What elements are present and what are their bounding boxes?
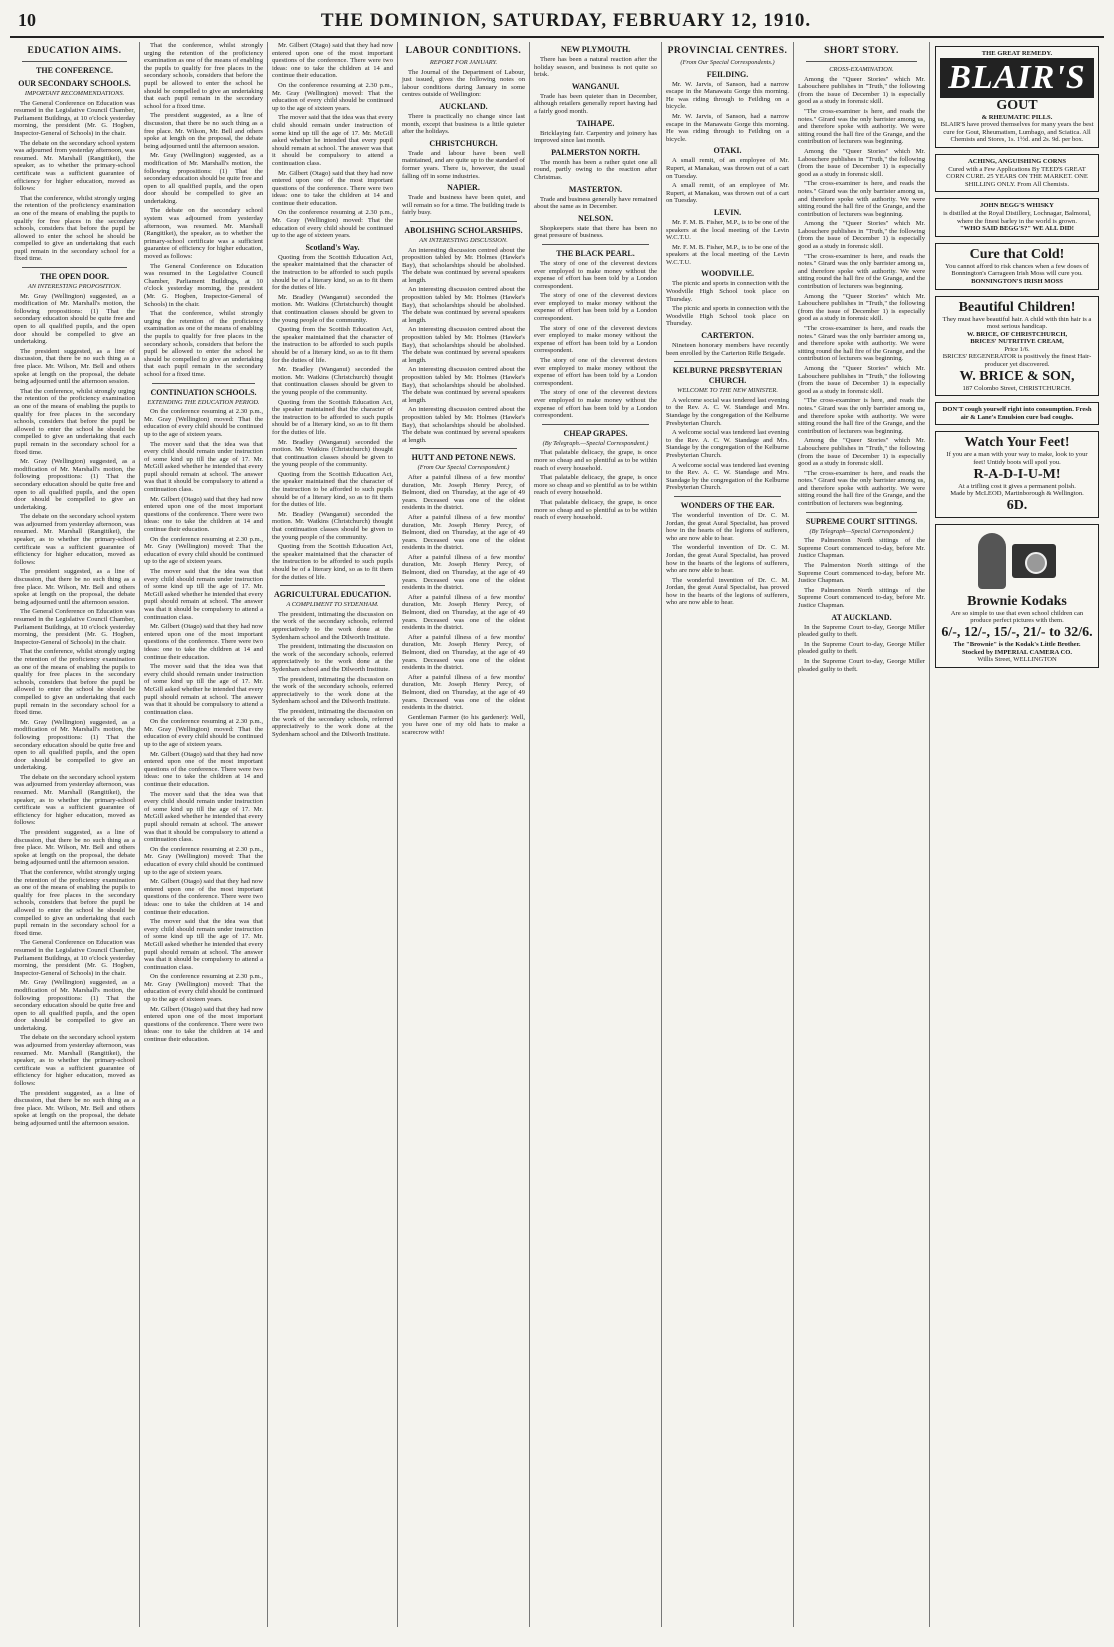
article-paragraph: The president suggested, as a line of discussion, that there be no such thing as a free place. Mr. Wilson, Mr. Bell and others spoke at length on the proposal, the debate being adjourned until the afternoon session. — [14, 568, 135, 606]
article-paragraph: The General Conference on Education was resumed in the Legislative Council Chamber, Parliament Buildings, at 10 o'clock yesterday morning, the president (Mr. G. Hogben, Inspector-General of Schools) in the chair. — [14, 99, 135, 137]
article-paragraph: In the Supreme Court to-day, George Miller pleaded guilty to theft. — [798, 640, 925, 656]
radium-maker: Made by McLEOD, Martinborough & Wellington. — [950, 490, 1084, 498]
begg-title: JOHN BEGG'S WHISKY — [980, 202, 1054, 210]
article-paragraph: Bricklaying fair. Carpentry and joinery has improved since last month. — [534, 129, 657, 145]
article-paragraph: On the conference resuming at 2.30 p.m., Mr. Gray (Wellington) moved: That the education of every child should be continued up to the age of sixteen years. — [144, 973, 263, 1004]
article-paragraph: Mr. Gilbert (Otago) said that they had now entered upon one of the most important questions of the conference. There were two ideas: one to take the children at 14 and continue their education. — [272, 169, 393, 207]
article-paragraph: The wonderful invention of Dr. C. M. Jordan, the great Aural Specialist, has proved how in the hearts of the legions of sufferers, who are now able to hear. — [666, 544, 789, 575]
article-paragraph: The president suggested, as a line of discussion, that there be no such thing as a free place. Mr. Wilson, Mr. Bell and others spoke at length on the proposal, the debate being adjourned until the afternoon session. — [144, 112, 263, 150]
article-paragraph: The picnic and sports in connection with the Woodville High School took place on Thursday. — [666, 280, 790, 303]
newspaper-page — [10, 10, 1104, 1627]
article-paragraph: There has been a natural reaction after the holiday season, and business is not quite so brisk. — [534, 56, 657, 79]
provincial-heading: PROVINCIAL CENTRES. — [667, 46, 788, 56]
article-paragraph: The president suggested, as a line of discussion, that there be no such thing as a free place. Mr. Wilson, Mr. Bell and others spoke at length on the proposal, the debate being adjourned until the afternoon session. — [14, 347, 135, 386]
article-paragraph: Mr. Bradley (Wanganui) seconded the motion. Mr. Watkins (Christchurch) thought that continuation classes should be given to the young people of the community. — [272, 366, 393, 396]
column-4 — [398, 42, 530, 1627]
article-paragraph: The president, intimating the discussion on the work of the secondary schools, referred appreciatively to the work done at the Sydenham school and the Dilworth Institute. — [272, 643, 393, 673]
divider — [542, 424, 649, 425]
cheap-grapes-sub: (By Telegraph.—Special Correspondent.) — [542, 439, 649, 447]
corns-advert — [935, 154, 1099, 192]
article-paragraph: Mr. Gilbert (Otago) said that they had now entered upon one of the most important questions of the conference. There were two ideas: one to take the children at 14 and continue their education. — [144, 623, 263, 661]
article-paragraph: Mr. Gilbert (Otago) said that they had now entered upon one of the most important questions of the conference. There were two ideas: one to take the children at 14 and continue their education. — [272, 42, 393, 80]
article-paragraph: Mr. F. M. B. Fisher, M.P., is to be one of the speakers at the local meeting of the Levin W.C.T.U. — [666, 218, 789, 242]
continuation-sub: EXTENDING THE EDUCATION PERIOD. — [147, 398, 260, 406]
article-paragraph: After a painful illness of a few months' duration, Mr. Joseph Henry Percy, of Belmont, died on Thursday, at the age of 49 years. Deceased was one of the oldest residents in the district. — [402, 473, 525, 512]
agricultural-heading: AGRICULTURAL EDUCATION. — [274, 590, 391, 600]
levin-heading: LEVIN. — [713, 207, 742, 217]
cold-text: You cannot afford to risk chances when a few doses of Bonnington's Carrageen Irish Moss will cure you. — [945, 262, 1089, 278]
blairs-top: THE GREAT REMEDY. — [981, 50, 1053, 57]
article-paragraph: The wonderful invention of Dr. C. M. Jordan, the great Aural Specialist, has proved how in the hearts of the legions of sufferers, who are now able to hear. — [666, 511, 789, 542]
carterton-heading: CARTERTON. — [701, 331, 754, 341]
column-7 — [794, 42, 930, 1627]
kodak-illustration — [940, 530, 1094, 592]
article-paragraph: The debate on the secondary school system was adjourned from yesterday afternoon, was resumed. Mr. Marshall (Rangitikei), the speaker, as to whether the primary-school certificate was a sufficient guarantee of efficiency for higher education, moved as follows: — [14, 513, 135, 566]
article-paragraph: An interesting discussion centred about the proposition tabled by Mr. Holmes (Hawke's Bay), that scholarships should be abolished. The debate was continued by several speakers at length. — [402, 366, 525, 404]
article-paragraph: A welcome social was tendered last evening to the Rev. A. C. W. Standage and Mrs. Standage by the congregation of the Kelburne Presbyterian Church. — [666, 429, 789, 459]
article-paragraph: Mr. F. M. B. Fisher, M.P., is to be one of the speakers at the local meeting of the Levin W.C.T.U. — [666, 243, 789, 266]
column-3 — [268, 42, 398, 1627]
open-door-sub: AN INTERESTING PROPOSITION. — [27, 283, 122, 291]
cough-advert — [935, 402, 1099, 425]
education-sub3: IMPORTANT RECOMMENDATIONS. — [24, 90, 125, 97]
article-paragraph: That palatable delicacy, the grape, is once more so cheap and so plentiful as to be within reach of every household. — [534, 449, 657, 472]
article-paragraph: That the conference, whilst strongly urging the retention of the proficiency examination as one of the means of enabling the pupils to qualify for free places in the secondary schools, considers that before the pupil be allowed to enter the school he should be compelled to give an undertaking that each pupil remain in the secondary school for a fixed time. — [144, 310, 263, 378]
article-paragraph: The story of one of the cleverest devices ever employed to make money without the expense of effort has been told by a London correspondent. — [534, 324, 657, 355]
article-paragraph: In the Supreme Court to-day, George Miller pleaded guilty to theft. — [798, 657, 925, 673]
article-paragraph: Mr. Bradley (Wanganui) seconded the motion. Mr. Watkins (Christchurch) thought that continuation classes should be given to the young people of the community. — [272, 510, 393, 541]
article-paragraph: Trade and business generally have remained about the same as in December. — [534, 195, 657, 211]
taihape-heading: TAIHAPE. — [576, 118, 615, 128]
divider — [22, 267, 127, 268]
kodak-address: Willis Street, WELLINGTON — [977, 656, 1057, 664]
article-paragraph: The General Conference on Education was resumed in the Legislative Council Chamber, Parliament Buildings, at 10 o'clock yesterday morning, the president (Mr. G. Hogben, Inspector-General of Schools) in the chair. — [14, 939, 135, 977]
article-paragraph: That the conference, whilst strongly urging the retention of the proficiency examination as one of the means of enabling the pupils to qualify for free places in the secondary schools, considers that before the pupil be allowed to enter the school he should be compelled to give an undertaking that each pupil remain in the secondary school for a fixed time. — [14, 648, 135, 717]
begg-advert — [935, 198, 1099, 236]
article-paragraph: That the conference, whilst strongly urging the retention of the proficiency examination as one of the means of enabling the pupils to qualify for free places in the secondary schools, considers that before the pupil be allowed to enter the school he should be compelled to give an undertaking that each pupil remain in the secondary school for a fixed time. — [144, 42, 263, 110]
article-paragraph: "The cross-examiner is here, and reads the notes." Girard was the only barrister among us, and therefore spoke with authority. We were sitting round the hall fire of the Grange, and the contribution of lecturers was beginning. — [798, 325, 925, 363]
divider — [674, 361, 781, 362]
article-paragraph: A welcome social was tendered last evening to the Rev. A. C. W. Standage and Mrs. Standage by the congregation of the Kelburne Presbyterian Church. — [666, 396, 789, 427]
article-paragraph: Mr. Gray (Wellington) suggested, as a modification of Mr. Marshall's motion, the following propositions: (1) That the secondary education should be quite free and open to all qualified pupils, and the open door should be compelled to give an undertaking. — [14, 979, 135, 1032]
article-paragraph: The president, intimating the discussion on the work of the secondary schools, referred appreciatively to the work done at the Sydenham school and the Dilworth Institute. — [272, 707, 393, 738]
article-paragraph: Among the "Queer Stories" which Mr. Labouchere publishes in "Truth," the following (from the issue of December 1) is especially good as a study in forensic skill. — [798, 75, 925, 106]
feet-text: If you are a man with your way to make, look to your feet! Untidy boots will spoil you. — [946, 451, 1088, 467]
divider — [806, 61, 917, 62]
blairs-gout: GOUT — [996, 97, 1038, 113]
hutt-heading: HUTT AND PETONE NEWS. — [411, 453, 516, 463]
masthead — [10, 10, 1104, 38]
article-paragraph: That the conference, whilst strongly urging the retention of the proficiency examination as one of the means of enabling the pupils to qualify for free places in the secondary schools, considers that before the pupil be allowed to enter the school he should be compelled to give an undertaking that each pupil remain in the secondary school for a fixed time. — [14, 194, 135, 263]
column-6 — [662, 42, 794, 1627]
scholarships-heading: ABOLISHING SCHOLARSHIPS. — [404, 225, 523, 235]
blairs-name: BLAIR'S — [940, 58, 1094, 98]
article-paragraph: Nineteen honorary members have recently been enrolled by the Carterton Rifle Brigade. — [666, 342, 789, 357]
article-paragraph: The story of one of the cleverest devices ever employed to make money without the expense of effort has been told by a London correspondent. — [534, 259, 657, 290]
article-paragraph: An interesting discussion centred about the proposition tabled by Mr. Holmes (Hawke's Bay), that scholarships should be abolished. The debate was continued by several speakers at length. — [402, 406, 525, 444]
article-paragraph: "The cross-examiner is here, and reads the notes." Girard was the only barrister among us, and therefore spoke with authority. We were sitting round the hall fire of the Grange, and the contribution of lecturers was beginning. — [798, 180, 925, 218]
open-door-heading: THE OPEN DOOR. — [39, 272, 110, 282]
article-paragraph: After a painful illness of a few months' duration, Mr. Joseph Henry Percy, of Belmont, died on Thursday, at the age of 49 years. Deceased was one of the oldest residents in the district. — [402, 553, 525, 592]
article-paragraph: After a painful illness of a few months' duration, Mr. Joseph Henry Percy, of Belmont, died on Thursday, at the age of 49 years. Deceased was one of the oldest residents in the district. — [402, 513, 525, 552]
agricultural-sub: A COMPLIMENT TO SYDENHAM. — [286, 601, 379, 609]
article-paragraph: Gentleman Farmer (to his gardener): Well, you have one of my old hats to make a scarecrow with! — [402, 713, 525, 736]
cold-brand: BONNINGTON'S IRISH MOSS — [971, 277, 1063, 285]
article-paragraph: The president, intimating the discussion on the work of the secondary schools, referred appreciatively to the work done at the Sydenham school and the Dilworth Institute. — [272, 675, 393, 706]
new-plymouth-heading: NEW PLYMOUTH. — [560, 45, 631, 54]
article-paragraph: The Palmerston North sittings of the Supreme Court commenced to-day, before Mr. Justice Chapman. — [798, 586, 925, 609]
otaki-heading: OTAKI. — [713, 146, 742, 156]
article-paragraph: The Journal of the Department of Labour, just issued, gives the following notes on labour conditions during January in some centres outside of Wellington: — [402, 68, 525, 99]
auckland-heading: AUCKLAND. — [439, 101, 488, 111]
article-paragraph: There is practically no change since last month, except that business is a little quieter after the holidays. — [402, 112, 525, 136]
children-text: They must have beautiful hair. A child with thin hair is a most serious handicap. — [942, 315, 1092, 331]
wonders-heading: WONDERS OF THE EAR. — [680, 500, 775, 510]
article-paragraph: Quoting from the Scottish Education Act, the speaker maintained that the character of the instruction to be afforded to such pupils should be of a literary kind, so as to fit them for the duties of life. — [272, 398, 393, 436]
article-paragraph: The president suggested, as a line of discussion, that there be no such thing as a free place. Mr. Wilson, Mr. Bell and others spoke at length on the proposal, the debate being adjourned until the afternoon session. — [14, 1089, 135, 1127]
article-paragraph: The month has been a rather quiet one all round, partly owing to the reaction after Christmas. — [534, 158, 657, 181]
begg-slogan: "WHO SAID BEGG'S?" WE ALL DID! — [959, 225, 1074, 233]
article-paragraph: The story of one of the cleverest devices ever employed to make money without the expense of effort has been told by a London correspondent. — [534, 389, 657, 420]
kodak-advert — [935, 524, 1099, 668]
article-paragraph: "The cross-examiner is here, and reads the notes." Girard was the only barrister among us, and therefore spoke with authority. We were sitting round the hall fire of the Grange, and the contribution of lecturers was beginning. — [798, 107, 925, 146]
article-paragraph: The picnic and sports in connection with the Woodville High School took place on Thursday. — [666, 305, 790, 328]
corns-title: ACHING, ANGUISHING CORNS — [967, 157, 1066, 165]
article-paragraph: Mr. W. Jarvis, of Sanson, had a narrow escape in the Manawatu Gorge this morning. He was riding through to Feilding on a bicycle. — [666, 80, 789, 111]
divider — [806, 512, 917, 513]
article-paragraph: That palatable delicacy, the grape, is once more so cheap and so plentiful as to be within reach of every household. — [534, 498, 657, 522]
article-paragraph: Mr. W. Jarvis, of Sanson, had a narrow escape in the Manawatu Gorge this morning. He was riding through to Feilding on a bicycle. — [666, 112, 789, 143]
radium-text: At a trifling cost it gives a permanent polish. — [958, 482, 1076, 490]
kodak-slogan: The "Brownie" is the Kodak's Little Brother. — [953, 641, 1081, 648]
napier-heading: NAPIER. — [447, 183, 480, 193]
article-paragraph: "The cross-examiner is here, and reads the notes." Girard was the only barrister among us, and therefore spoke with authority. We were sitting round the hall fire of the Grange, and the contribution of lecturers was beginning. — [798, 469, 925, 508]
article-paragraph: Mr. Gray (Wellington) suggested, as a modification of Mr. Marshall's motion, the following propositions: (1) That the secondary education should be quite free and open to all qualified pupils, and the open door should be compelled to give an undertaking. — [144, 152, 264, 205]
paper-title: THE DOMINION, SATURDAY, FEBRUARY 12, 1910. — [320, 10, 812, 31]
article-paragraph: The Palmerston North sittings of the Supreme Court commenced to-day, before Mr. Justice Chapman. — [798, 537, 925, 560]
article-paragraph: The president, intimating the discussion on the work of the secondary schools, referred appreciatively to the work done at the Sydenham school and the Dilworth Institute. — [272, 610, 393, 641]
article-paragraph: An interesting discussion centred about the proposition tabled by Mr. Holmes (Hawke's Bay), that scholarships should be abolished. The debate was continued by several speakers at length. — [402, 246, 525, 284]
divider — [542, 244, 649, 245]
column-1 — [10, 42, 140, 1627]
article-paragraph: Quoting from the Scottish Education Act, the speaker maintained that the character of the instruction to be afforded to such pupils should be of a literary kind, so as to fit them for the duties of life. — [272, 543, 393, 581]
supreme-heading: SUPREME COURT SITTINGS. — [805, 516, 918, 526]
article-paragraph: The debate on the secondary school system was adjourned from yesterday afternoon, was resumed. Mr. Marshall (Rangitikei), the speaker, as to whether the primary-school certificate was a sufficient guarantee of efficiency for higher education, moved as follows: — [14, 1034, 135, 1088]
feet-advert — [935, 431, 1099, 517]
article-paragraph: That the conference, whilst strongly urging the retention of the proficiency examination as one of the means of enabling the pupils to qualify for free places in the secondary schools, considers that before the pupil be allowed to enter the school he should be compelled to give an undertaking that each pupil remain in the secondary school for a fixed time. — [14, 869, 135, 937]
divider — [22, 61, 127, 62]
kodak-prices: 6/-, 12/-, 15/-, 21/- to 32/6. — [941, 625, 1093, 640]
article-paragraph: The mover said that the idea was that every child should remain under instruction of some kind up till the age of 17. Mr. McGill asked whether he intended that every pupil should remain at school. The answer was that it should be compulsory to attend a continuation class. — [144, 663, 263, 716]
article-paragraph: The Palmerston North sittings of the Supreme Court commenced to-day, before Mr. Justice Chapman. — [798, 562, 925, 585]
article-paragraph: Trade and labour have been well maintained, and are quite up to the standard of former years. There is, however, the usual falling off in some industries. — [402, 149, 525, 180]
article-paragraph: On the conference resuming at 2.30 p.m., Mr. Gray (Wellington) moved: That the education of every child should be continued up to the age of sixteen years. — [144, 408, 263, 438]
blairs-advert — [935, 46, 1099, 148]
kelburne-sub: WELCOME TO THE NEW MINISTER. — [677, 387, 778, 395]
nelson-heading: NELSON. — [578, 213, 613, 223]
divider — [152, 383, 255, 384]
article-paragraph: After a painful illness of a few months' duration, Mr. Joseph Henry Percy, of Belmont, died on Thursday, at the age of 49 years. Deceased was one of the oldest residents in the district. — [402, 673, 525, 712]
education-sub2: OUR SECONDARY SCHOOLS. — [18, 79, 131, 88]
scholarships-sub: AN INTERESTING DISCUSSION. — [419, 236, 508, 244]
cough-title: DON'T cough yourself right into consumption. Fresh air & Lane's Emulsion cure bad coughs. — [942, 406, 1092, 421]
article-paragraph: "The cross-examiner is here, and reads the notes." Girard was the only barrister among us, and therefore spoke with authority. We were sitting round the hall fire of the Grange, and the contribution of lecturers was beginning. — [798, 252, 925, 291]
brice-address: 187 Colombo Street, CHRISTCHURCH. — [962, 384, 1072, 392]
divider — [410, 221, 517, 222]
article-paragraph: Mr. Gilbert (Otago) said that they had now entered upon one of the most important questions of the conference. There were two ideas: one to take the children at 14 and continue their education. — [144, 878, 263, 916]
corns-text: Cured with a Few Applications By TEED'S GREAT CORN CURE. 25 YEARS ON THE MARKET. ONE SHILLING ONLY. From All Chemists. — [946, 165, 1088, 188]
divider — [674, 496, 781, 497]
article-paragraph: Quoting from the Scottish Education Act, the speaker maintained that the character of the instruction to be afforded to such pupils should be of a literary kind, so as to fit them for the duties of life. — [272, 470, 393, 509]
education-sub1: THE CONFERENCE. — [36, 66, 113, 75]
article-paragraph: The debate on the secondary school system was adjourned from yesterday afternoon, was resumed. Mr. Marshall (Rangitikei), the speaker, as to whether the primary-school certificate was a sufficient guarantee of efficiency for higher education, moved as follows: — [14, 773, 135, 827]
kodak-text: Are so simple to use that even school children can produce perfect pictures with them. — [950, 609, 1084, 625]
blairs-pills: & RHEUMATIC PILLS. — [981, 113, 1053, 121]
article-paragraph: The mover said that the idea was that every child should remain under instruction of some kind up till the age of 17. Mr. McGill asked whether he intended that every pupil should remain at school. The answer was that it should be compulsory to attend a continuation class. — [144, 568, 263, 621]
brice-firm: W. BRICE & SON, — [959, 368, 1075, 384]
radium-price: 6D. — [1006, 497, 1028, 513]
woodville-heading: WOODVILLE. — [700, 269, 755, 279]
article-paragraph: The debate on the secondary school system was adjourned from yesterday afternoon, was resumed. Mr. Marshall (Rangitikei), the speaker, as to whether the primary-school certificate was a sufficient guarantee of efficiency for higher education, moved as follows: — [14, 139, 135, 193]
article-paragraph: Mr. Gilbert (Otago) said that they had now entered upon one of the most important questions of the conference. There were two ideas: one to take the children at 14 and continue their education. — [144, 1005, 263, 1044]
article-paragraph: On the conference resuming at 2.30 p.m., Mr. Gray (Wellington) moved: That the education of every child should be continued up to the age of sixteen years. — [272, 81, 393, 112]
cold-advert — [935, 243, 1099, 290]
article-paragraph: Quoting from the Scottish Education Act, the speaker maintained that the character of the instruction to be afforded to such pupils should be of a literary kind, so as to fit them for the duties of life. — [272, 253, 393, 292]
article-paragraph: A small remit, of an employee of Mr. Rupert, at Manakau, was thrown out of a cart on Tuesday. — [666, 157, 789, 180]
article-paragraph: A welcome social was tendered last evening to the Rev. A. C. W. Standage and Mrs. Standage by the congregation of the Kelburne Presbyterian Church. — [666, 461, 789, 492]
blairs-text: BLAIR'S have proved themselves for many years the best cure for Gout, Rheumatism, Lumbago, and Sciatica. All Chemists and Stores, 1s. 1½d. and 2s. 9d. per box. — [940, 121, 1094, 144]
children-title: Beautiful Children! — [958, 299, 1076, 315]
camera-icon — [1012, 544, 1056, 578]
column-2 — [140, 42, 268, 1627]
article-paragraph: Quoting from the Scottish Education Act, the speaker maintained that the character of the instruction to be afforded to such pupils should be of a literary kind, so as to fit them for the duties of life. — [272, 326, 393, 364]
article-paragraph: The wonderful invention of Dr. C. M. Jordan, the great Aural Specialist, has proved how in the hearts of the legions of sufferers, who are now able to hear. — [666, 576, 789, 607]
kelburne-heading: KELBURNE PRESBYTERIAN CHURCH. — [672, 366, 783, 386]
article-paragraph: Shopkeepers state that there has been no great pressure of business. — [534, 224, 657, 240]
child-figure-icon — [978, 533, 1006, 589]
article-paragraph: Mr. Gilbert (Otago) said that they had now entered upon one of the most important questions of the conference. There were two ideas: one to take the children at 14 and continue their education. — [144, 495, 263, 534]
supreme-auckland-heading: AT AUCKLAND. — [831, 612, 892, 622]
columns — [10, 42, 1104, 1627]
article-paragraph: An interesting discussion centred about the proposition tabled by Mr. Holmes (Hawke's Bay), that scholarships should be abolished. The debate was continued by several speakers at length. — [402, 286, 525, 324]
labour-sub: REPORT FOR JANUARY. — [429, 59, 498, 66]
article-paragraph: In the Supreme Court to-day, George Miller pleaded guilty to theft. — [798, 623, 925, 639]
article-paragraph: Among the "Queer Stories" which Mr. Labouchere publishes in "Truth," the following (from the issue of December 1) is especially good as a study in forensic skill. — [798, 437, 925, 468]
begg-text: is distilled at the Royal Distillery, Lochnagar, Balmoral, where the finest barley in the world is grown. — [943, 209, 1091, 225]
column-5 — [530, 42, 662, 1627]
article-paragraph: After a painful illness of a few months' duration, Mr. Joseph Henry Percy, of Belmont, died on Thursday, at the age of 49 years. Deceased was one of the oldest residents in the district. — [402, 593, 525, 632]
supreme-sub: (By Telegraph—Special Correspondent.) — [809, 527, 914, 535]
article-paragraph: Among the "Queer Stories" which Mr. Labouchere publishes in "Truth," the following (from the issue of December 1) is especially good as a study in forensic skill. — [798, 292, 925, 323]
black-pearl-heading: THE BLACK PEARL. — [556, 248, 635, 258]
brice-product: BRICES' NUTRITIVE CREAM, — [970, 338, 1064, 346]
divider — [410, 448, 517, 449]
article-paragraph: Trade and business have been quiet, and will remain so for a time. The building trade is fairly busy. — [402, 194, 525, 217]
radium-title: R-A-D-I-U-M! — [973, 466, 1061, 482]
article-paragraph: On the conference resuming at 2.30 p.m., Mr. Gray (Wellington) moved: That the education of every child should be continued up to the age of sixteen years. — [144, 535, 263, 566]
brice-regen: BRICES' REGENERATOR is positively the finest Hair-producer yet discovered. — [942, 353, 1092, 369]
cheap-grapes-heading: CHEAP GRAPES. — [563, 428, 628, 438]
article-paragraph: That the conference, whilst strongly urging the retention of the proficiency examination as one of the means of enabling the pupils to qualify for free places in the secondary schools, considers that before the pupil be allowed to enter the school he should be compelled to give an undertaking that each pupil remain in the secondary school for a fixed time. — [14, 387, 135, 456]
article-paragraph: Mr. Gray (Wellington) suggested, as a modification of Mr. Marshall's motion, the following propositions: (1) That the secondary education should be quite free and open to all qualified pupils, and the open door should be compelled to give an undertaking. — [14, 458, 135, 511]
continuation-heading: CONTINUATION SCHOOLS. — [150, 387, 257, 397]
palmerston-heading: PALMERSTON NORTH. — [551, 147, 640, 157]
masterton-heading: MASTERTON. — [568, 184, 623, 194]
education-heading: EDUCATION AIMS. — [27, 46, 122, 56]
children-advert — [935, 296, 1099, 397]
labour-heading: LABOUR CONDITIONS. — [405, 46, 522, 56]
article-paragraph: The General Conference on Education was resumed in the Legislative Council Chamber, Parliament Buildings, at 10 o'clock yesterday morning, the president (Mr. G. Hogben, Inspector-General of Schools) in the chair. — [14, 608, 135, 646]
article-paragraph: Mr. Gilbert (Otago) said that they had now entered upon one of the most important questions of the conference. There were two ideas: one to take the children at 14 and continue their education. — [144, 750, 263, 789]
brice-name: W. BRICE, OF CHRISTCHURCH, — [966, 330, 1068, 338]
article-paragraph: A small remit, of an employee of Mr. Rupert, at Manakau, was thrown out of a cart on Tuesday. — [666, 182, 789, 205]
feilding-heading: FEILDING. — [706, 69, 749, 79]
article-paragraph: The mover said that the idea was that every child should remain under instruction of some kind up till the age of 17. Mr. McGill asked whether he intended that every pupil should remain at school. The answer was that it should be compulsory to attend a continuation class. — [272, 114, 393, 167]
kodak-title: Brownie Kodaks — [967, 593, 1067, 609]
brice-price: Price 1/6. — [1004, 345, 1030, 353]
article-paragraph: The mover said that the idea was that every child should remain under instruction of some kind up till the age of 17. Mr. McGill asked whether he intended that every pupil should remain at school. The answer was that it should be compulsory to attend a continuation class. — [144, 440, 263, 494]
page-number: 10 — [18, 10, 36, 30]
wanganui-heading: WANGANUI. — [571, 81, 620, 91]
article-paragraph: The story of one of the cleverest devices ever employed to make money without the expense of effort has been told by a London correspondent. — [534, 357, 657, 387]
short-story-sub: CROSS-EXAMINATION. — [829, 66, 894, 73]
article-paragraph: "The cross-examiner is here, and reads the notes." Girard was the only barrister among us, and therefore spoke with authority. We were sitting round the hall fire of the Grange, and the contribution of lecturers was beginning. — [798, 397, 925, 435]
article-paragraph: The debate on the secondary school system was adjourned from yesterday afternoon, was resumed. Mr. Marshall (Rangitikei), the speaker, as to whether the primary-school certificate was a sufficient guarantee of efficiency for higher education, moved as follows: — [144, 207, 263, 261]
feet-title: Watch Your Feet! — [964, 435, 1070, 451]
article-paragraph: The mover said that the idea was that every child should remain under instruction of some kind up till the age of 17. Mr. McGill asked whether he intended that every pupil should remain at school. The answer was that it should be compulsory to attend a continuation class. — [144, 918, 263, 971]
provincial-sub: (From Our Special Correspondents.) — [680, 59, 775, 66]
kodak-stock: Stocked by IMPERIAL CAMERA CO. — [961, 648, 1073, 656]
article-paragraph: After a painful illness of a few months' duration, Mr. Joseph Henry Percy, of Belmont, died on Thursday, at the age of 49 years. Deceased was one of the oldest residents in the district. — [402, 633, 525, 672]
scotland-heading: Scotland's Way. — [305, 242, 360, 252]
article-paragraph: On the conference resuming at 2.30 p.m., Mr. Gray (Wellington) moved: That the education of every child should be continued up to the age of sixteen years. — [144, 845, 263, 876]
article-paragraph: Among the "Queer Stories" which Mr. Labouchere publishes in "Truth," the following (from the issue of December 1) is especially good as a study in forensic skill. — [798, 147, 925, 178]
article-paragraph: Mr. Bradley (Wanganui) seconded the motion. Mr. Watkins (Christchurch) thought that continuation classes should be given to the young people of the community. — [272, 438, 393, 469]
article-paragraph: On the conference resuming at 2.30 p.m., Mr. Gray (Wellington) moved: That the education of every child should be continued up to the age of sixteen years. — [144, 718, 263, 749]
christchurch-heading: CHRISTCHURCH. — [429, 138, 498, 148]
article-paragraph: On the conference resuming at 2.30 p.m., Mr. Gray (Wellington) moved: That the education of every child should be continued up to the age of sixteen years. — [272, 209, 393, 240]
article-paragraph: An interesting discussion centred about the proposition tabled by Mr. Holmes (Hawke's Bay), that scholarships should be abolished. The debate was continued by several speakers at length. — [402, 326, 525, 364]
advert-column — [930, 42, 1104, 1627]
article-paragraph: The mover said that the idea was that every child should remain under instruction of some kind up till the age of 17. Mr. McGill asked whether he intended that every pupil should remain at school. The answer was that it should be compulsory to attend a continuation class. — [144, 790, 263, 844]
article-paragraph: That palatable delicacy, the grape, is once more so cheap and so plentiful as to be within reach of every household. — [534, 474, 657, 497]
article-paragraph: Mr. Bradley (Wanganui) seconded the motion. Mr. Watkins (Christchurch) thought that continuation classes should be given to the young people of the community. — [272, 293, 393, 324]
short-story-heading: SHORT STORY. — [824, 46, 899, 56]
article-paragraph: Mr. Gray (Wellington) suggested, as a modification of Mr. Marshall's motion, the following propositions: (1) That the secondary education should be quite free and open to all qualified pupils, and the open door should be compelled to give an undertaking. — [14, 718, 135, 772]
hutt-sub: (From Our Special Correspondent.) — [417, 464, 510, 472]
article-paragraph: Among the "Queer Stories" which Mr. Labouchere publishes in "Truth," the following (from the issue of December 1) is especially good as a study in forensic skill. — [798, 220, 925, 251]
article-paragraph: The General Conference on Education was resumed in the Legislative Council Chamber, Parliament Buildings, at 10 o'clock yesterday morning, the president (Mr. G. Hogben, Inspector-General of Schools) in the chair. — [144, 262, 263, 308]
article-paragraph: Trade has been quieter than in December, although retailers generally report having had a fairly good month. — [534, 92, 657, 115]
cold-title: Cure that Cold! — [969, 246, 1065, 262]
article-paragraph: The president suggested, as a line of discussion, that there be no such thing as a free place. Mr. Wilson, Mr. Bell and others spoke at length on the proposal, the debate being adjourned until the afternoon session. — [14, 829, 135, 867]
divider — [280, 585, 385, 586]
article-paragraph: The story of one of the cleverest devices ever employed to make money without the expense of effort has been told by a London correspondent. — [534, 292, 657, 323]
article-paragraph: Among the "Queer Stories" which Mr. Labouchere publishes in "Truth," the following (from the issue of December 1) is especially good as a study in forensic skill. — [798, 364, 925, 395]
article-paragraph: Mr. Gray (Wellington) suggested, as a modification of Mr. Marshall's motion, the following propositions: (1) That the secondary education should be quite free and open to all qualified pupils, and the open door should be compelled to give an undertaking. — [14, 292, 135, 346]
